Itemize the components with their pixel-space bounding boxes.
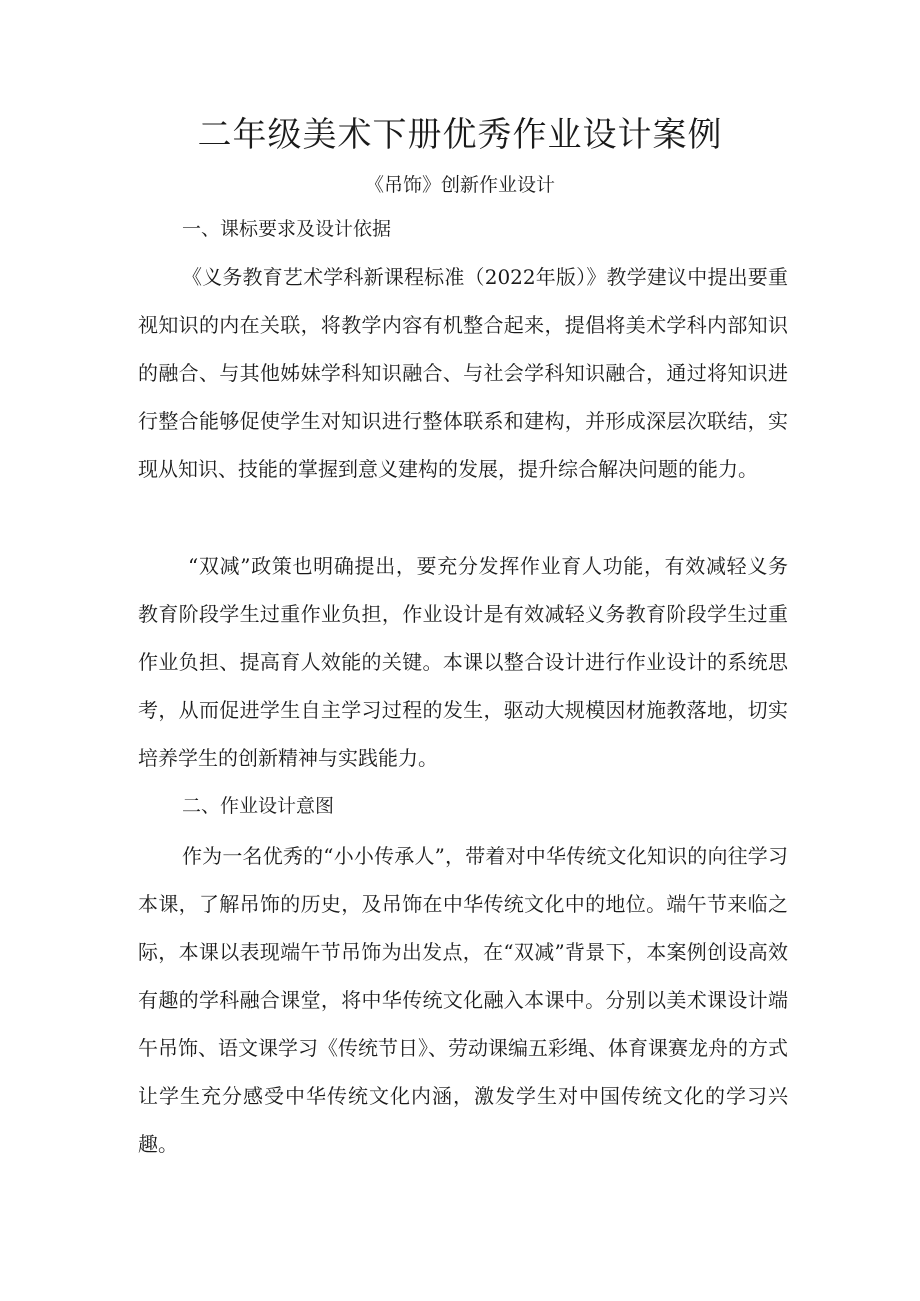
document-subtitle: 《吊饰》创新作业设计 — [364, 174, 555, 196]
section-2-paragraph-1: 作为一名优秀的“小小传承人”，带着对中华传统文化知识的向往学习本课，了解吊饰的历史，及吊饰在中华传统文化中的地位。端午节来临之际，本课以表现端午节吊饰为出发点，在“双减”背景下，本案例创设高效有趣的学科融合课堂，将中华传统文化融入本课中。分别以美术课设计端午吊饰、语文课学习《传统节日》、劳动课编五彩绳、体育课赛龙舟的方式让学生充分感受中华传统文化内涵，激发学生对中国传统文化的学习兴趣。 — [138, 844, 788, 1156]
section-heading-2: 二、作业设计意图 — [182, 795, 335, 817]
section-1-paragraph-2: “双减”政策也明确提出，要充分发挥作业育人功能，有效减轻义务教育阶段学生过重作业负担，作业设计是有效减轻义务教育阶段学生过重作业负担、提高育人效能的关键。本课以整合设计进行作业设计的系统思考，从而促进学生自主学习过程的发生，驱动大规模因材施教落地，切实培养学生的创新精神与实践能力。 — [138, 554, 788, 770]
document-title: 二年级美术下册优秀作业设计案例 — [197, 115, 723, 155]
section-heading-1: 一、课标要求及设计依据 — [182, 218, 392, 240]
section-1-paragraph-1: 《义务教育艺术学科新课程标准（2022年版）》教学建议中提出要重视知识的内在关联，将教学内容有机整合起来，提倡将美术学科内部知识的融合、与其他姊妹学科知识融合、与社会学科知识融合，通过将知识进行整合能够促使学生对知识进行整体联系和建构，并形成深层次联结，实现从知识、技能的掌握到意义建构的发展，提升综合解决问题的能力。 — [138, 265, 788, 481]
